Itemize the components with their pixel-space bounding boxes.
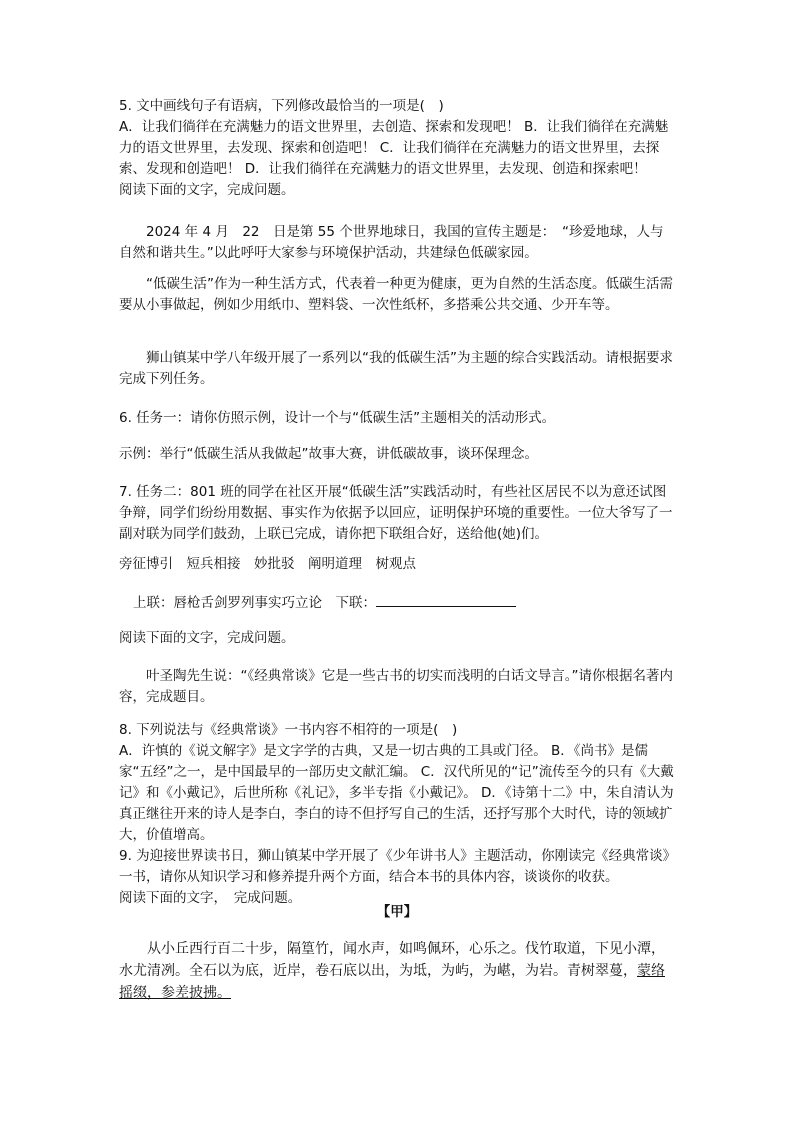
question-5-options: A．让我们徜徉在充满魅力的语文世界里，去创造、探索和发现吧！ B．让我们徜徉在充满魅力的语文世界里，去发现、探索和创造吧！ C．让我们徜徉在充满魅力的语文世界里，去探索、发现和创造吧！ D．让我们徜徉在充满魅力的语文世界里，去发现、创造和探索吧！ [119,119,669,177]
question-9: 9. 为迎接世界读书日，狮山镇某中学开展了《少年讲书人》主题活动，你刚读完《经典常谈》一书，请你从知识学习和修养提升两个方面，结合本书的具体内容，谈谈你的收获。 [119,848,670,885]
question-8-options: A．许慎的《说文解字》是文字学的古典，又是一切古典的工具或门径。 B．《尚书》是儒家“五经”之一，是中国最早的一部历史文献汇编。 C．汉代所见的“记”流传至今的只有《大戴记》和《小戴记》，后世所称《礼记》，多半专指《小戴记》。 D．《诗第十二》中，朱自清认为真正继往开来的诗人是李白，李白的诗不但抒写自己的生活，还抒写那个大时代，诗的领域扩大，价值增高。 [119,743,674,843]
couplet-line [119,592,675,614]
reading-instruction-3: 阅读下面的文字， 完成问题。 [119,890,302,906]
lower-couplet-answer-blank[interactable] [376,592,516,607]
question-5 [119,96,675,201]
word-bank: 旁征博引 短兵相接 妙批驳 阐明道理 树观点 [119,556,416,572]
question-8-stem: 8. 下列说法与《经典常谈》一书内容不相符的一项是( ) [119,722,458,738]
passage-jia-underlined-sentence: 蒙络摇缀，参差披拂。 [119,963,665,1001]
question-5-stem: 5. 文中画线句子有语病，下列修改最恰当的一项是( ) [119,98,444,114]
reading-instruction-2: 阅读下面的文字，完成问题。 [119,630,295,646]
earth-day-paragraph: 2024 年 4 月 22 日是第 55 个世界地球日，我国的宣传主题是： “珍爱地球，人与自然和谐共生。”以此呼吁大家参与环境保护活动，共建绿色低碳家园。 [119,224,664,261]
ye-shengtao-paragraph: 叶圣陶先生说：“《经典常谈》它是一些古书的切实而浅明的白话文导言。”请你根据名著内容，完成题目。 [119,668,673,705]
example-text: 示例：举行“低碳生活从我做起”故事大赛，讲低碳故事，谈环保理念。 [119,446,538,462]
school-activity-paragraph: 狮山镇某中学八年级开展了一系列以“我的低碳生活”为主题的综合实践活动。请根据要求完成下列任务。 [119,350,673,387]
lower-couplet-label: 下联： [335,595,376,611]
question-6: 6. 任务一：请你仿照示例，设计一个与“低碳生活”主题相关的活动形式。 [119,410,556,426]
passage-jia-title: 【甲】 [376,904,418,920]
upper-couplet-text: 唇枪舌剑罗列事实巧立论 [173,595,322,611]
question-8-and-9 [119,720,675,909]
reading-instruction-1: 阅读下面的文字，完成问题。 [119,182,295,198]
passage-jia-text [119,938,675,1004]
question-7: 7. 任务二：801 班的同学在社区开展“低碳生活”实践活动时，有些社区居民不以为意还试图争辩，同学们纷纷用数据、事实作为依据予以回应，证明保护环境的重要性。一位大爷写了一副对联为同学们鼓劲，上联已完成，请你把下联组合好，送给他(她)们。 [119,484,673,542]
passage-jia-main: 从小丘西行百二十步，隔篁竹，闻水声，如鸣佩环，心乐之。伐竹取道，下见小潭，水尤清冽。全石以为底，近岸，卷石底以出，为坻，为屿，为嵁，为岩。青树翠蔓， [119,941,665,979]
low-carbon-paragraph: “低碳生活”作为一种生活方式，代表着一种更为健康，更为自然的生活态度。低碳生活需要从小事做起，例如少用纸巾、塑料袋、一次性纸杯，多搭乘公共交通、少开车等。 [119,276,673,313]
upper-couplet-label: 上联： [133,595,174,611]
